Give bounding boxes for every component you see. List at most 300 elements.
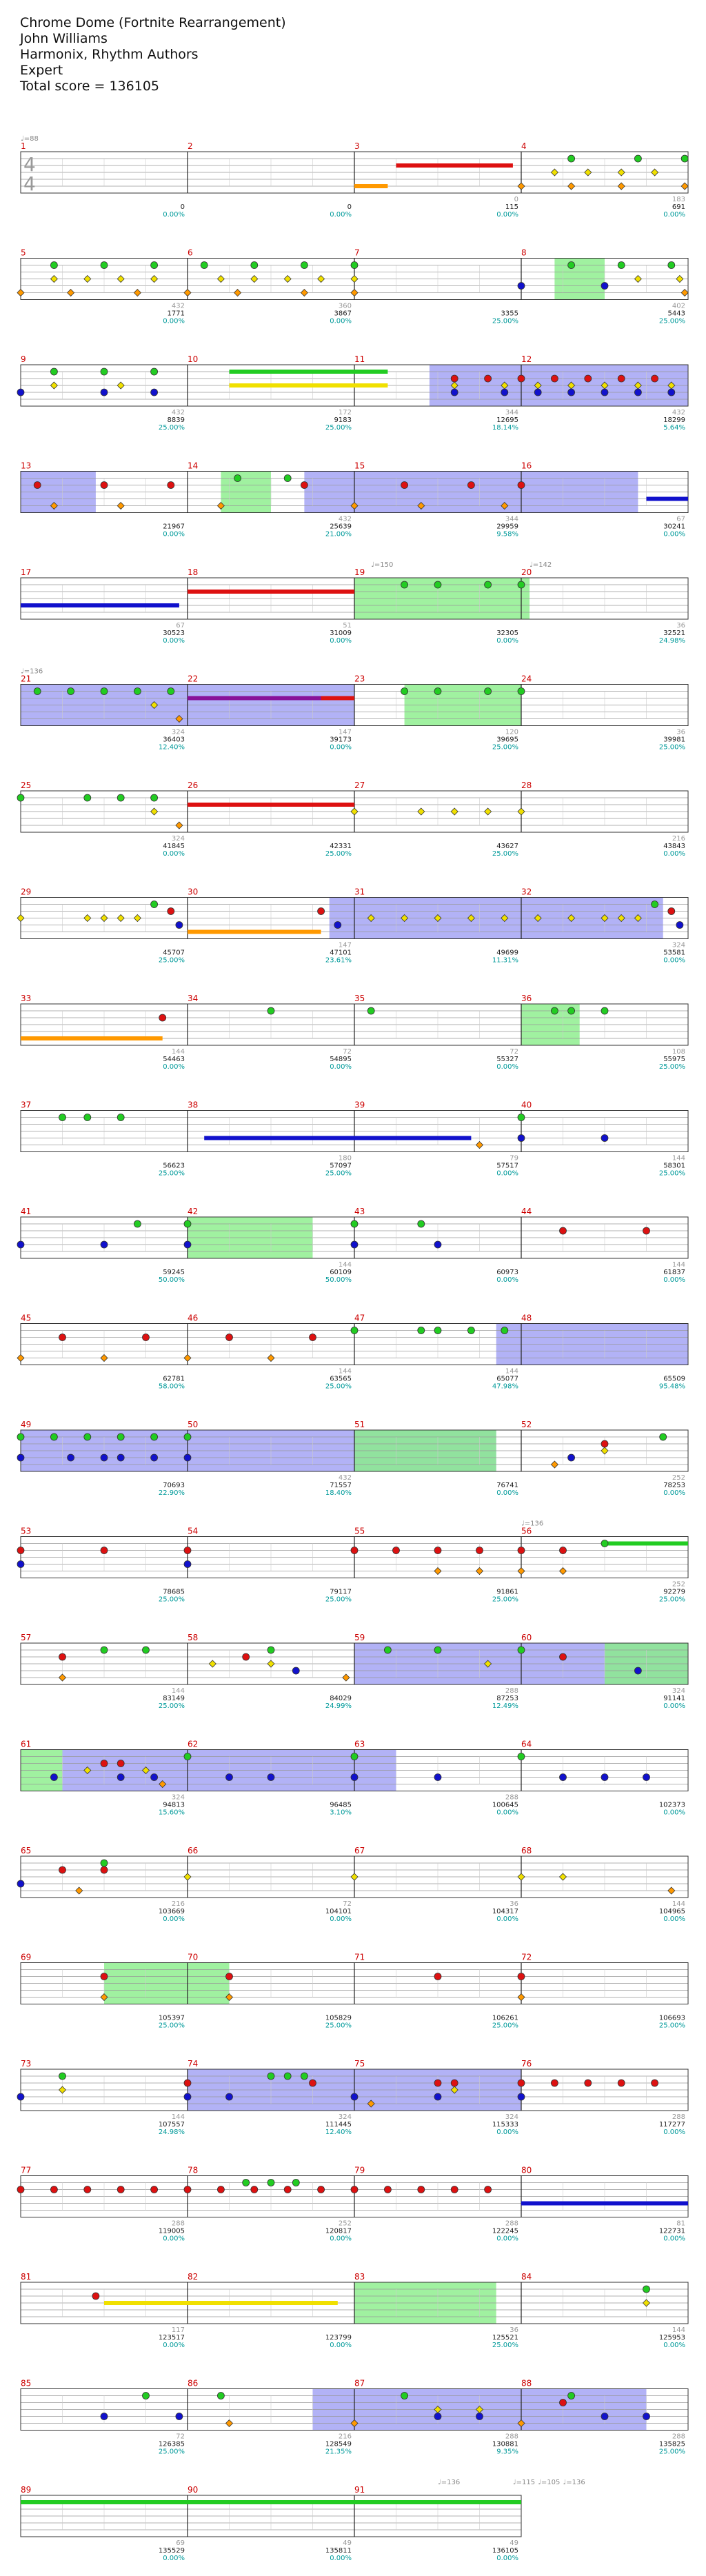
- note-red: [184, 1547, 191, 1554]
- cumulative-score: 36403: [163, 736, 185, 744]
- note-blue: [151, 389, 158, 396]
- star-percent: 50.00%: [325, 1276, 352, 1284]
- note-red: [101, 1760, 108, 1767]
- cumulative-score: 130881: [492, 2440, 518, 2448]
- note-red: [560, 1653, 567, 1660]
- note-count: 288: [505, 2220, 518, 2228]
- note-orange: [476, 1568, 483, 1575]
- note-orange: [551, 1461, 558, 1468]
- star-percent: 25.00%: [492, 2342, 518, 2349]
- star-percent: 0.00%: [496, 2555, 518, 2562]
- chart-row-21: [21, 2272, 688, 2349]
- note-yellow: [518, 1873, 525, 1880]
- cumulative-score: 59245: [163, 1269, 185, 1276]
- note-green: [652, 901, 658, 908]
- note-green: [601, 1540, 608, 1547]
- cumulative-score: 61837: [663, 1269, 685, 1276]
- cumulative-score: 29959: [496, 523, 518, 531]
- cumulative-score: 0: [180, 203, 185, 211]
- note-count: 144: [672, 2326, 685, 2334]
- note-green: [184, 1220, 191, 1227]
- note-green: [84, 1114, 91, 1121]
- note-count: 36: [510, 1900, 518, 1908]
- star-percent: 0.00%: [496, 1063, 518, 1071]
- note-blue: [568, 389, 575, 396]
- note-red: [451, 2186, 458, 2193]
- note-count: 183: [672, 196, 685, 203]
- note-blue: [176, 922, 183, 929]
- star-percent: 25.00%: [492, 2022, 518, 2030]
- note-green: [401, 2393, 408, 2399]
- note-red: [34, 482, 41, 489]
- note-green: [434, 1327, 441, 1334]
- star-percent: 0.00%: [496, 1489, 518, 1497]
- note-count: 67: [176, 622, 185, 630]
- measure-number: 85: [21, 2378, 32, 2388]
- measure-number: 10: [188, 354, 199, 364]
- note-count: 147: [338, 728, 352, 736]
- tempo-marker: ♩=136: [21, 667, 43, 676]
- measure-number: 48: [521, 1313, 532, 1323]
- cumulative-score: 135529: [158, 2547, 185, 2555]
- star-percent: 50.00%: [158, 1276, 185, 1284]
- measure-number: 75: [354, 2059, 365, 2069]
- sustain-blue: [521, 2202, 688, 2206]
- measure-number: 84: [521, 2272, 532, 2282]
- note-orange: [268, 1355, 274, 1362]
- star-percent: 0.00%: [163, 637, 185, 645]
- note-green: [401, 688, 408, 695]
- measure-number: 19: [354, 567, 365, 577]
- note-yellow: [351, 808, 358, 815]
- measure-number: 56: [521, 1526, 532, 1536]
- cumulative-score: 87253: [496, 1695, 518, 1702]
- note-green: [117, 1114, 124, 1121]
- chart-row-8: [17, 887, 688, 965]
- star-percent: 0.00%: [496, 2235, 518, 2243]
- measure-number: 3: [354, 141, 360, 151]
- star-percent: 24.98%: [158, 2129, 185, 2136]
- measure-number: 21: [21, 674, 32, 684]
- note-red: [518, 482, 525, 489]
- star-percent: 0.00%: [163, 2235, 185, 2243]
- cumulative-score: 104317: [492, 1908, 518, 1915]
- cumulative-score: 107557: [158, 2121, 185, 2129]
- note-blue: [68, 1454, 74, 1461]
- cumulative-score: 123517: [158, 2334, 185, 2342]
- star-percent: 0.00%: [663, 530, 685, 539]
- chart-row-22: [21, 2379, 688, 2456]
- cumulative-score: 0: [347, 203, 352, 211]
- note-green: [268, 1007, 274, 1014]
- note-orange: [234, 290, 241, 296]
- note-orange: [17, 1355, 24, 1362]
- note-orange: [17, 290, 24, 296]
- note-count: 144: [672, 1900, 685, 1908]
- measure-number: 30: [188, 887, 199, 897]
- note-green: [467, 1327, 474, 1334]
- sustain-blue: [647, 497, 689, 501]
- measure-number: 45: [21, 1313, 32, 1323]
- note-green: [201, 262, 208, 269]
- note-count: 144: [171, 1048, 185, 1056]
- measure-number: 33: [21, 994, 32, 1003]
- cumulative-score: 30241: [663, 523, 685, 531]
- measure-number: 53: [21, 1526, 32, 1536]
- note-orange: [560, 1568, 567, 1575]
- note-red: [434, 2080, 441, 2086]
- note-green: [518, 1114, 525, 1121]
- note-green: [59, 2073, 66, 2080]
- note-green: [301, 262, 307, 269]
- measure-number: 76: [521, 2059, 532, 2069]
- note-yellow: [560, 1873, 567, 1880]
- note-green: [34, 688, 41, 695]
- note-green: [351, 1753, 358, 1760]
- measure-number: 63: [354, 1739, 365, 1749]
- note-count: 324: [505, 2113, 518, 2121]
- note-yellow: [59, 2086, 66, 2093]
- chart-row-10: [21, 1100, 688, 1178]
- chart-row-6: [21, 674, 688, 752]
- time-signature-top: 4: [23, 153, 36, 176]
- cumulative-score: 84029: [330, 1695, 352, 1702]
- note-yellow: [451, 808, 458, 815]
- note-green: [551, 1007, 558, 1014]
- cumulative-score: 18299: [663, 416, 685, 424]
- note-green: [234, 475, 241, 482]
- note-red: [451, 2080, 458, 2086]
- note-yellow: [117, 276, 124, 283]
- measure-number: 4: [521, 141, 527, 151]
- note-green: [134, 1220, 141, 1227]
- note-red: [184, 2186, 191, 2193]
- star-percent: 0.00%: [663, 956, 685, 965]
- cumulative-score: 60973: [496, 1269, 518, 1276]
- note-count: 144: [338, 1367, 352, 1376]
- note-red: [560, 1227, 567, 1234]
- note-green: [143, 2393, 150, 2399]
- note-red: [310, 2080, 316, 2086]
- note-blue: [560, 1774, 567, 1781]
- note-count: 288: [505, 1793, 518, 1802]
- cumulative-score: 3355: [501, 310, 518, 318]
- note-green: [367, 1007, 374, 1014]
- note-count: 324: [672, 1687, 685, 1695]
- note-orange: [101, 1355, 108, 1362]
- note-orange: [681, 183, 688, 190]
- note-green: [384, 1647, 391, 1653]
- note-yellow: [268, 1660, 274, 1667]
- star-percent: 24.99%: [325, 1702, 352, 1710]
- sustain-green: [230, 370, 388, 374]
- note-blue: [568, 1454, 575, 1461]
- note-count: 144: [672, 1154, 685, 1163]
- star-percent: 0.00%: [663, 2235, 685, 2243]
- note-blue: [268, 1774, 274, 1781]
- note-yellow: [101, 915, 108, 922]
- note-green: [151, 1433, 158, 1440]
- measure-number: 54: [188, 1526, 199, 1536]
- note-green: [292, 2180, 299, 2186]
- star-percent: 0.00%: [163, 211, 185, 219]
- cumulative-score: 126385: [158, 2440, 185, 2448]
- note-blue: [518, 1135, 525, 1142]
- measure-number: 8: [521, 248, 527, 258]
- note-red: [159, 1014, 166, 1021]
- star-percent: 58.00%: [158, 1382, 185, 1391]
- star-percent: 0.00%: [163, 850, 185, 858]
- note-green: [643, 2286, 650, 2293]
- star-percent: 25.00%: [325, 424, 352, 432]
- tempo-marker: ♩=142: [530, 561, 552, 569]
- star-percent: 0.00%: [330, 2555, 352, 2562]
- measure-number: 79: [354, 2165, 365, 2175]
- note-red: [434, 1973, 441, 1980]
- note-green: [518, 1753, 525, 1760]
- star-percent: 0.00%: [496, 1809, 518, 1817]
- measure-number: 2: [188, 141, 193, 151]
- note-green: [268, 2073, 274, 2080]
- sustain-blue: [204, 1136, 471, 1140]
- note-green: [17, 1433, 24, 1440]
- note-green: [518, 581, 525, 588]
- cumulative-score: 3867: [334, 310, 352, 318]
- note-green: [17, 794, 24, 801]
- measure-number: 83: [354, 2272, 365, 2282]
- note-red: [668, 908, 675, 915]
- cumulative-score: 56623: [163, 1162, 185, 1170]
- note-blue: [601, 2413, 608, 2420]
- note-orange: [117, 503, 124, 510]
- star-percent: 25.00%: [658, 317, 685, 325]
- note-red: [184, 2080, 191, 2086]
- measure-number: 60: [521, 1633, 532, 1642]
- note-orange: [568, 183, 575, 190]
- note-blue: [17, 2093, 24, 2100]
- measure-number: 16: [521, 461, 532, 471]
- measure-number: 28: [521, 781, 532, 790]
- note-count: 432: [171, 409, 185, 416]
- measure-number: 61: [21, 1739, 32, 1749]
- cumulative-score: 128549: [325, 2440, 352, 2448]
- note-red: [226, 1973, 233, 1980]
- note-red: [117, 1760, 124, 1767]
- measure-number: 71: [354, 1952, 365, 1962]
- measure-number: 82: [188, 2272, 199, 2282]
- note-green: [301, 2073, 307, 2080]
- note-blue: [226, 2093, 233, 2100]
- cumulative-score: 54463: [163, 1056, 185, 1063]
- note-count: 67: [676, 515, 685, 523]
- cumulative-score: 32521: [663, 630, 685, 637]
- cumulative-score: 57097: [330, 1162, 352, 1170]
- note-blue: [17, 1561, 24, 1568]
- star-percent: 12.49%: [492, 1702, 518, 1710]
- note-blue: [434, 2093, 441, 2100]
- note-red: [518, 2080, 525, 2086]
- note-green: [151, 262, 158, 269]
- note-count: 108: [672, 1048, 685, 1056]
- cumulative-score: 91861: [496, 1588, 518, 1596]
- chart-row-7: [17, 781, 688, 858]
- note-orange: [301, 290, 307, 296]
- measure-number: 49: [21, 1420, 32, 1429]
- note-yellow: [485, 808, 492, 815]
- note-orange: [518, 183, 525, 190]
- note-red: [551, 375, 558, 382]
- measure-number: 70: [188, 1952, 199, 1962]
- note-blue: [334, 922, 341, 929]
- star-percent: 3.10%: [330, 1809, 352, 1817]
- note-count: 180: [338, 1154, 352, 1163]
- note-red: [560, 1547, 567, 1554]
- note-red: [217, 2186, 224, 2193]
- note-red: [101, 1866, 108, 1873]
- cumulative-score: 30523: [163, 630, 185, 637]
- note-red: [476, 1547, 483, 1554]
- cumulative-score: 102373: [658, 1801, 685, 1809]
- note-red: [652, 375, 658, 382]
- measure-number: 43: [354, 1207, 365, 1216]
- note-green: [568, 262, 575, 269]
- star-percent: 24.98%: [658, 637, 685, 645]
- note-green: [84, 794, 91, 801]
- note-count: 360: [338, 302, 352, 310]
- note-count: 0: [514, 196, 518, 203]
- measure-number: 88: [521, 2378, 532, 2388]
- note-green: [485, 581, 492, 588]
- star-percent: 25.00%: [325, 850, 352, 858]
- star-percent: 0.00%: [663, 1809, 685, 1817]
- note-green: [568, 1007, 575, 1014]
- note-red: [117, 2186, 124, 2193]
- cumulative-score: 31009: [330, 630, 352, 637]
- star-percent: 21.35%: [325, 2448, 352, 2456]
- note-green: [268, 2180, 274, 2186]
- note-blue: [643, 1774, 650, 1781]
- cumulative-score: 120817: [325, 2227, 352, 2235]
- note-yellow: [217, 276, 224, 283]
- note-count: 172: [338, 409, 352, 416]
- star-percent: 25.00%: [158, 2022, 185, 2030]
- cumulative-score: 49699: [496, 949, 518, 957]
- note-green: [151, 901, 158, 908]
- note-green: [151, 368, 158, 375]
- cumulative-score: 45707: [163, 949, 185, 957]
- note-green: [351, 262, 358, 269]
- note-count: 252: [672, 1580, 685, 1589]
- measure-number: 50: [188, 1420, 199, 1429]
- note-red: [560, 2399, 567, 2406]
- note-blue: [676, 922, 683, 929]
- measure-number: 24: [521, 674, 532, 684]
- note-yellow: [151, 808, 158, 815]
- note-count: 324: [672, 941, 685, 949]
- note-orange: [668, 1887, 675, 1894]
- chart-row-11: [17, 1207, 688, 1284]
- note-yellow: [618, 169, 625, 176]
- star-percent: 25.00%: [492, 317, 518, 325]
- cumulative-score: 106261: [492, 2014, 518, 2022]
- note-count: 79: [510, 1154, 518, 1163]
- note-blue: [184, 2093, 191, 2100]
- note-blue: [17, 389, 24, 396]
- note-red: [318, 908, 325, 915]
- star-percent: 0.00%: [663, 1276, 685, 1284]
- measure-number: 72: [521, 1952, 532, 1962]
- note-red: [59, 1866, 66, 1873]
- cumulative-score: 54895: [330, 1056, 352, 1063]
- measure-number: 86: [188, 2378, 199, 2388]
- chart-row-23: [21, 2485, 521, 2562]
- cumulative-score: 57517: [496, 1162, 518, 1170]
- cumulative-score: 122245: [492, 2227, 518, 2235]
- note-yellow: [209, 1660, 216, 1667]
- tempo-marker: ♩=150: [371, 561, 394, 569]
- cumulative-score: 91141: [663, 1695, 685, 1702]
- tempo-marker: ♩=136: [521, 1520, 544, 1528]
- measure-number: 32: [521, 887, 532, 897]
- cumulative-score: 119005: [158, 2227, 185, 2235]
- measure-number: 34: [188, 994, 199, 1003]
- note-orange: [184, 290, 191, 296]
- cumulative-score: 5443: [667, 310, 685, 318]
- note-blue: [351, 1241, 358, 1248]
- note-count: 144: [171, 2113, 185, 2121]
- note-red: [59, 1653, 66, 1660]
- note-yellow: [84, 915, 91, 922]
- note-red: [518, 1547, 525, 1554]
- note-green: [518, 688, 525, 695]
- measure-number: 66: [188, 1846, 199, 1855]
- note-count: 72: [343, 1900, 352, 1908]
- note-blue: [434, 1241, 441, 1248]
- cumulative-score: 71557: [330, 1482, 352, 1489]
- measure-number: 39: [354, 1100, 365, 1110]
- note-count: 51: [343, 622, 352, 630]
- note-red: [467, 482, 474, 489]
- measure-number: 26: [188, 781, 199, 790]
- star-percent: 25.00%: [658, 1063, 685, 1071]
- star-percent: 0.00%: [330, 1063, 352, 1071]
- measure-number: 89: [21, 2485, 32, 2495]
- cumulative-score: 63565: [330, 1375, 352, 1383]
- note-red: [618, 375, 625, 382]
- star-percent: 25.00%: [492, 850, 518, 858]
- note-blue: [184, 1454, 191, 1461]
- note-orange: [59, 1674, 66, 1681]
- note-yellow: [50, 276, 57, 283]
- note-count: 288: [505, 2433, 518, 2441]
- cumulative-score: 60109: [330, 1269, 352, 1276]
- note-red: [351, 2186, 358, 2193]
- measure-number: 27: [354, 781, 365, 790]
- star-percent: 0.00%: [330, 2342, 352, 2349]
- note-count: 144: [338, 1261, 352, 1269]
- measure-number: 17: [21, 567, 32, 577]
- sustain-red: [396, 163, 513, 168]
- note-red: [50, 2186, 57, 2193]
- note-blue: [50, 1774, 57, 1781]
- cumulative-score: 104101: [325, 1908, 352, 1915]
- measure-number: 77: [21, 2165, 32, 2175]
- note-count: 49: [510, 2539, 518, 2547]
- note-green: [251, 262, 258, 269]
- note-count: 432: [338, 1474, 352, 1482]
- note-blue: [601, 389, 608, 396]
- note-green: [168, 688, 174, 695]
